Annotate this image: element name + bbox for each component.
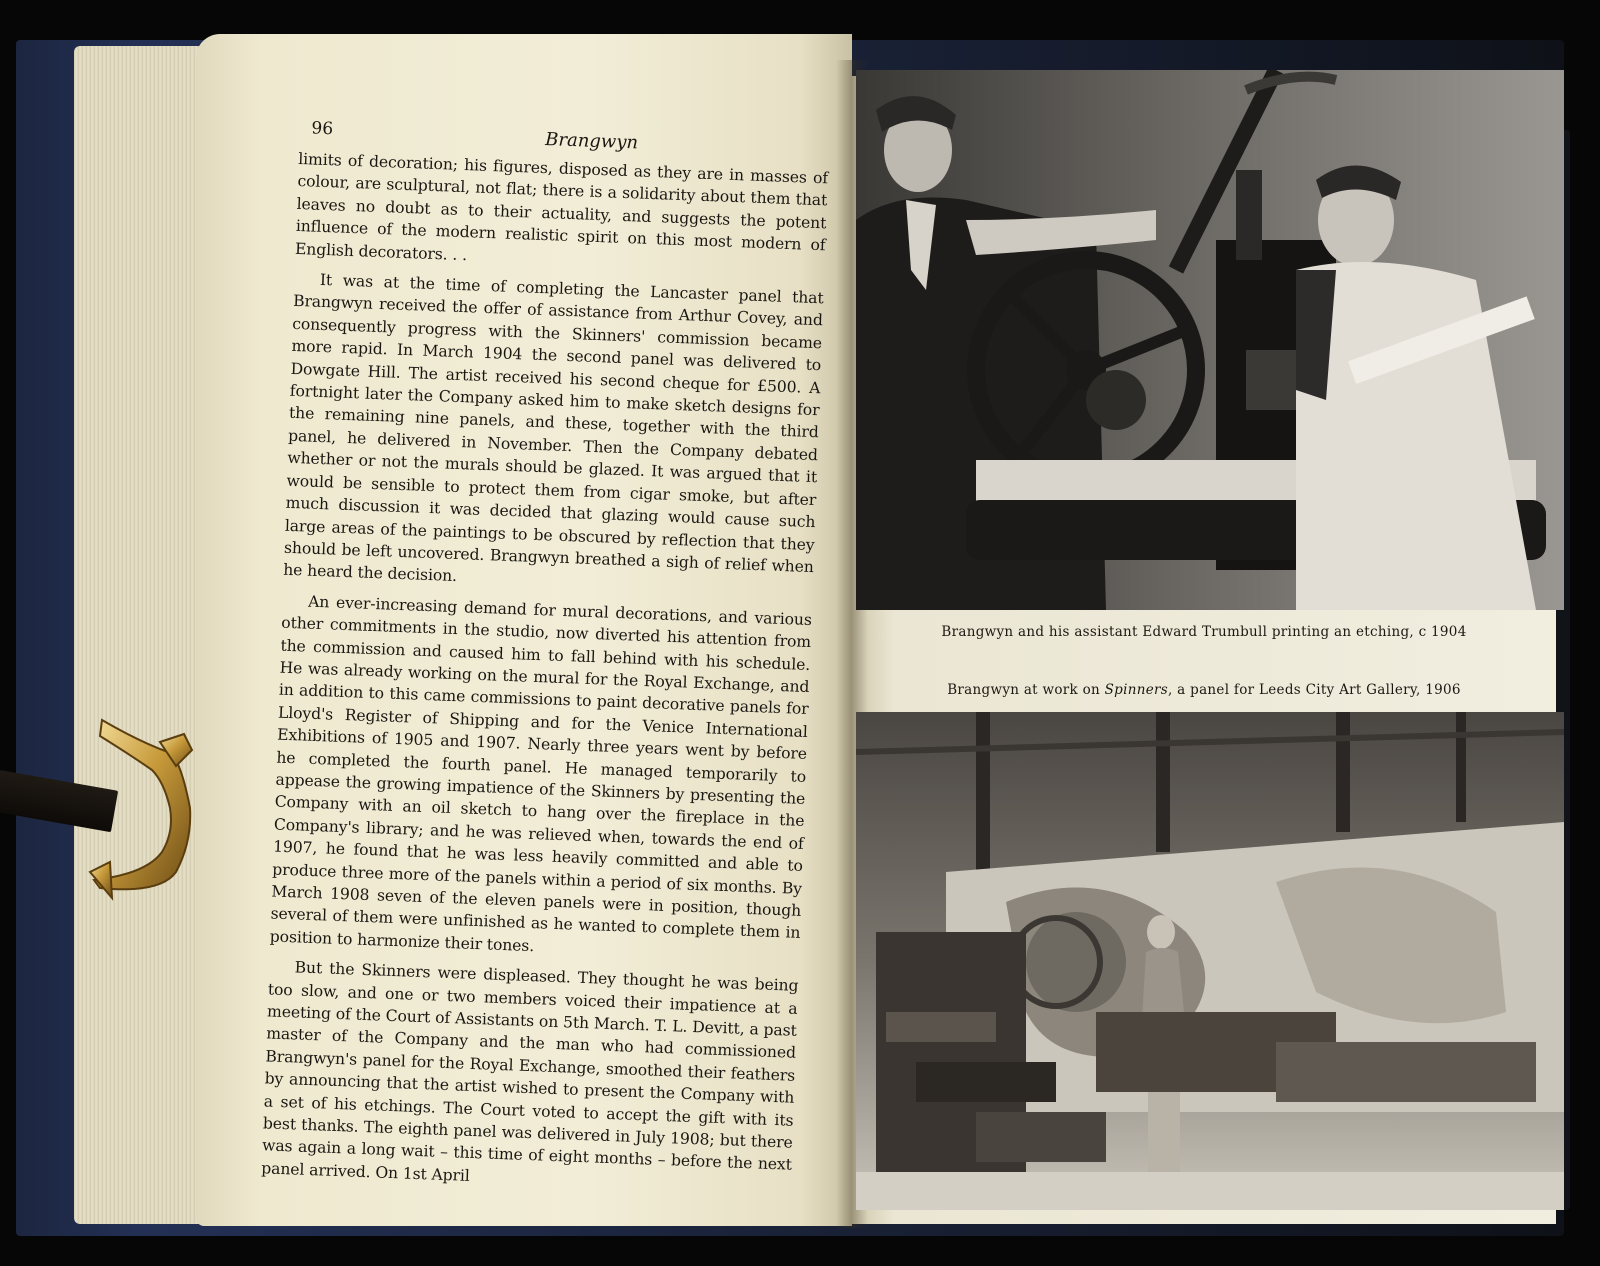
running-title: Brangwyn <box>544 129 639 154</box>
paragraph: An ever-increasing demand for mural decorations, and various other commitments in the studio, now diverted his attention from the commission and caused him to fall behind with his schedule. He was already working on the mural for the Royal Exchange, and in addition to this came commissions to paint decorative panels for Lloyd's Register of Shipping and for the Venice International Exhibitions of 1905 and 1907. Nearly three years went by before he completed the fourth panel. He managed temporarily to appease the growing impatience of the Skinners by presenting the Company with an oil sketch to hang over the fireplace in the Company's library; and he was relieved when, towards the end of 1907, he found that he was less heavily committed and able to produce three more of the panels within a period of six months. By March 1908 seven of the eleven panels were in position, though several of them were unfinished as he wanted to complete them in position to harmonize their tones. <box>269 592 813 955</box>
anchor-bookmark-icon <box>80 712 230 912</box>
paragraph: limits of decoration; his figures, disposed as they are in masses of colour, are sculptural, not flat; there is a solidarity about them that leaves no doubt as to their actuality, and suggests the potent influence of the modern realistic spirit on this most modern of English decorators. . . <box>294 149 829 264</box>
page-number: 96 <box>311 118 334 140</box>
page-edges <box>74 46 214 1224</box>
text-block <box>261 114 830 1199</box>
caption-top: Brangwyn and his assistant Edward Trumbull printing an etching, c 1904 <box>941 624 1467 640</box>
left-page <box>196 34 852 1226</box>
caption-bottom-title: Spinners <box>1104 682 1168 698</box>
paragraph: But the Skinners were displeased. They thought he was being too slow, and one or two members voiced their impatience at a meeting of the Court of Assistants on 5th March. T. L. Devitt, a past master of the Company and the man who had commissioned Brangwyn's panel for the Royal Exchange, smoothed their feathers by announcing that the artist wished to present the Company with a set of his etchings. The Court voted to accept the gift with its best thanks. The eighth panel was delivered in July 1908; but there was again a long wait – this time of eight months – before the next panel arrived. On 1st April <box>261 958 799 1185</box>
caption-bottom <box>852 682 1556 698</box>
paragraph: It was at the time of completing the Lancaster panel that Brangwyn received the offer of assistance from Arthur Covey, and consequently progress with the Skinners' commission became more rapid. In March 1904 the second panel was delivered to Dowgate Hill. The artist received his second cheque for £500. A fortnight later the Company asked him to make sketch designs for the remaining nine panels, and these, together with the third panel, he delivered in November. Then the Company debated whether or not the murals should be glazed. It was argued that it would be sensible to protect them from cigar smoke, but after much discussion it was decided that glazing would cause such large areas of the paintings to be obscured by reflection that they should be left uncovered. Brangwyn breathed a sigh of relief when he heard the decision. <box>282 270 824 586</box>
caption-bottom-prefix: Brangwyn at work on <box>947 682 1105 698</box>
photo-printing-etching <box>856 70 1564 610</box>
caption-bottom-suffix: , a panel for Leeds City Art Gallery, 1906 <box>1168 682 1461 698</box>
photo-studio-spinners <box>856 712 1564 1210</box>
